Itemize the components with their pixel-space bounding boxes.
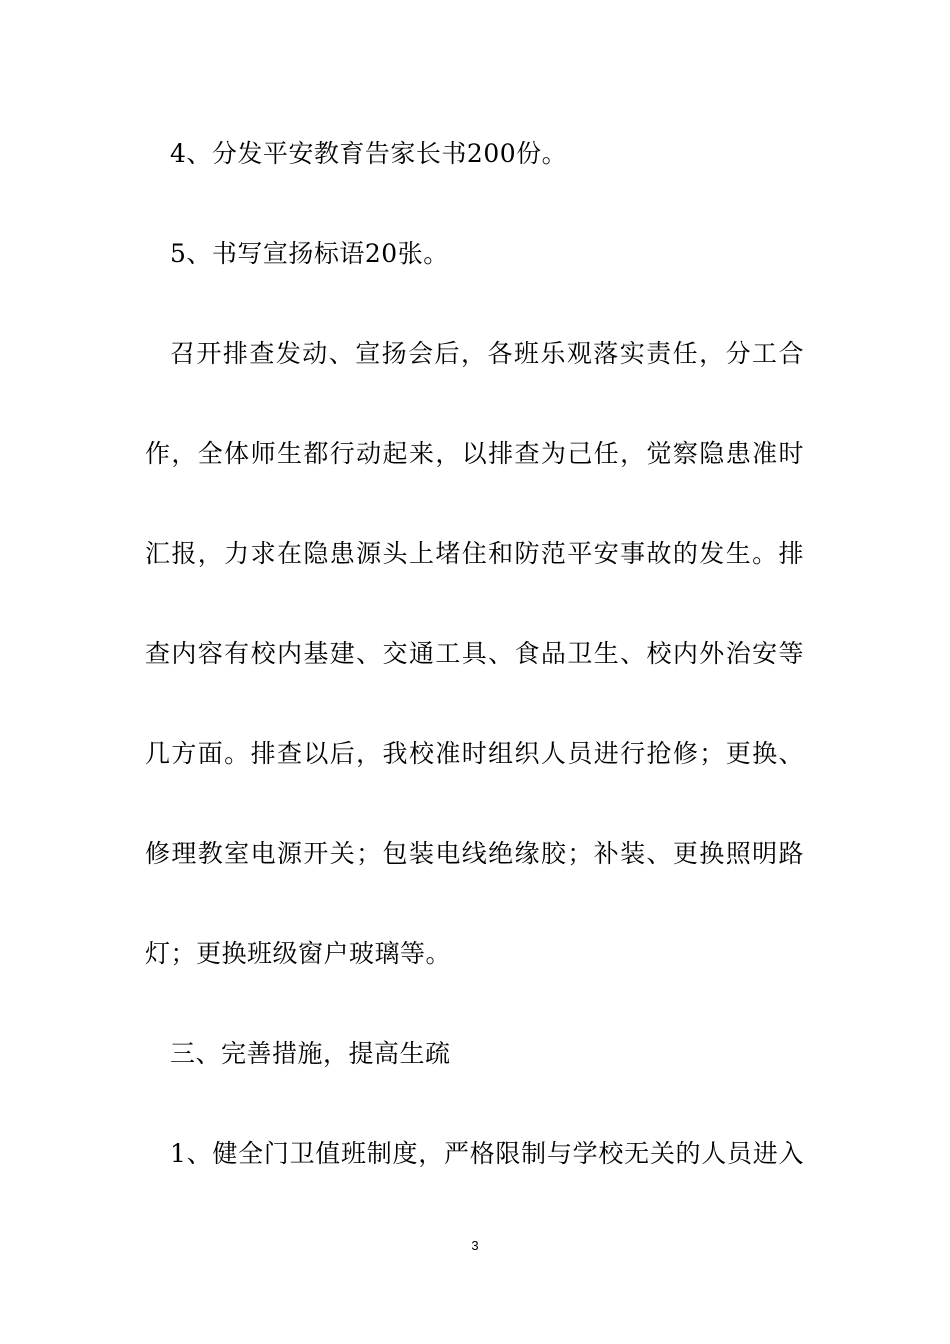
section-heading: 三、完善措施，提高生疏 <box>170 1039 451 1068</box>
paragraph-line: 查内容有校内基建、交通工具、食品卫生、校内外治安等 <box>145 639 804 668</box>
list-item-5: 5、书写宣扬标语20张。 <box>170 239 449 268</box>
paragraph-line: 作，全体师生都行动起来，以排查为己任，觉察隐患准时 <box>145 439 804 468</box>
page-number: 3 <box>471 1238 479 1253</box>
list-item-4: 4、分发平安教育告家长书200份。 <box>170 139 568 168</box>
list-item-1: 1、健全门卫值班制度，严格限制与学校无关的人员进入 <box>170 1139 804 1168</box>
paragraph-line: 汇报，力求在隐患源头上堵住和防范平安事故的发生。排 <box>145 539 804 568</box>
paragraph-line: 几方面。排查以后，我校准时组织人员进行抢修；更换、 <box>145 739 804 768</box>
paragraph-line: 修理教室电源开关；包装电线绝缘胶；补装、更换照明路 <box>145 839 804 868</box>
paragraph-line: 召开排查发动、宣扬会后，各班乐观落实责任，分工合 <box>170 339 804 368</box>
paragraph-line: 灯；更换班级窗户玻璃等。 <box>145 939 452 968</box>
